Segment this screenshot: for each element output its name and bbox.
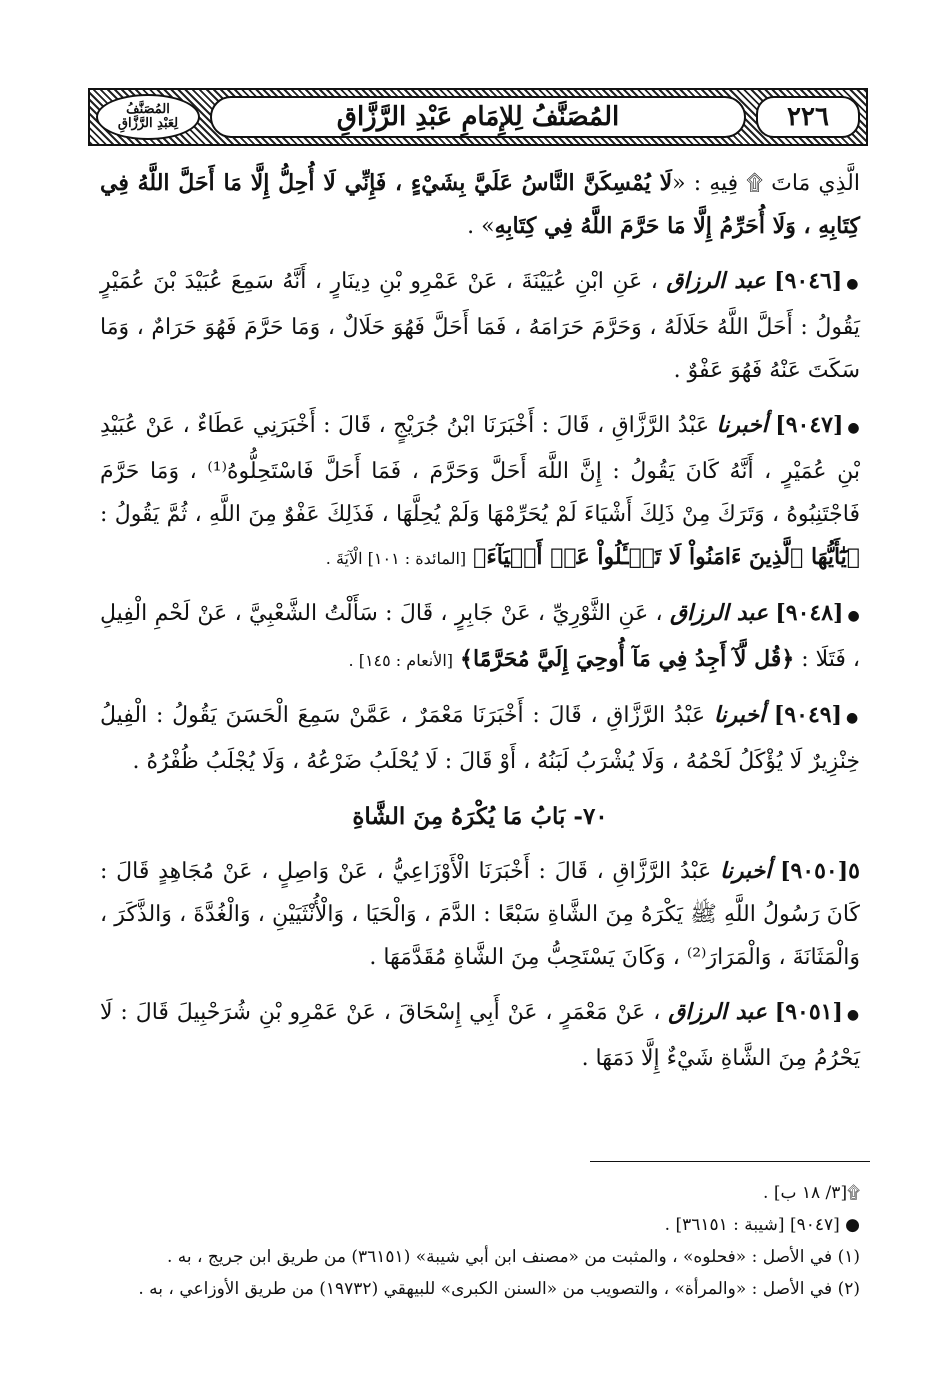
hadith-9047: ●[٩٠٤٧] أخبرنا عَبْدُ الرَّزَّاقِ ، قَالَ : أَخْبَرَنَا ابْنُ جُرَيْجٍ ، قَالَ : أَخْبَرَنِي عَطَاءٌ ، عَنْ عُبَيْدِ بْنِ عُمَيْرٍ ، أَنَّهُ كَانَ يَقُولُ : إِنَّ اللَّهَ أَحَلَّ وَحَرَّمَ ، فَمَا أَحَلَّ فَاسْتَحِلُّوهُ⁽¹⁾ ، وَمَا حَرَّمَ فَاجْتَنِبُوهُ ، وَتَرَكَ مِنْ ذَلِكَ أَشْيَاءَ لَمْ يُحَرِّمْهَا وَلَمْ يُحِلَّهَا ، فَذَلِكَ عَفْوٌ مِنَ اللَّهِ ، ثُمَّ يَقُولُ : ﴿يَٰٓأَيُّهَا ٱلَّذِينَ ءَامَنُواْ لَا تَسۡـَٔلُواْ عَنۡ أَشۡيَآءَ﴾ [المائدة : ١٠١] الْآيَةَ . — [100, 412, 861, 570]
footnote-1: (١) في الأصل : «فحلوه» ، والمثبت من «مصنف ابن أبي شيبة» (٣٦١٥١) من طريق ابن جريج ، به . — [166, 1247, 860, 1267]
page-number: ٢٢٦ — [756, 96, 860, 138]
book-logo — [96, 94, 200, 140]
bullet-icon: ● — [846, 276, 861, 292]
hadith-9051: ●[٩٠٥١] عبد الرزاق ، عَنْ مَعْمَرٍ ، عَنْ أَبِي إِسْحَاقَ ، عَنْ عَمْرِو بْنِ شُرَحْبِيلَ قَالَ : لَا يَحْرُمُ مِنَ الشَّاةِ شَيْءٌ إِلَّا دَمَهَا . — [100, 999, 860, 1071]
logo-line-1: المُصَنَّفُ — [126, 101, 170, 117]
book-title: المُصَنَّفُ لِلإِمَامِ عَبْدِ الرَّزَّاقِ — [210, 96, 746, 138]
footnote-page-ref: ۩[٣/ ١٨ ب] . — [763, 1183, 860, 1203]
footnote-2: (٢) في الأصل : «والمرأة» ، والتصويب من «السنن الكبرى» للبيهقي (١٩٧٣٢) من طريق الأوزاعي ، به . — [138, 1279, 860, 1299]
main-text — [100, 162, 860, 1092]
hadith-9049: ●[٩٠٤٩] أخبرنا عَبْدُ الرَّزَّاقِ ، قَالَ : أَخْبَرَنَا مَعْمَرٌ ، عَمَّنْ سَمِعَ الْحَسَنَ يَقُولُ : الْفِيلُ خِنْزِيرٌ لَا يُؤْكَلُ لَحْمُهُ ، وَلَا يُشْرَبُ لَبَنُهُ ، أَوْ قَالَ : لَا يُحْلَبُ ضَرْعُهُ ، وَلَا يُجْلَبُ ظُفْرُهُ . — [100, 702, 860, 774]
hadith-9048: ●[٩٠٤٨] عبد الرزاق ، عَنِ الثَّوْرِيِّ ، عَنْ جَابِرٍ ، قَالَ : سَأَلْتُ الشَّعْبِيَّ ، عَنْ لَحْمِ الْفِيلِ ، فَتَلَا : ﴿قُل لَّآ أَجِدُ فِي مَآ أُوحِيَ إِلَيَّ مُحَرَّمًا﴾ [الأنعام : ١٤٥] . — [100, 600, 860, 672]
bullet-icon: ● — [846, 710, 860, 726]
footnote-source: ● [٩٠٤٧] [شيبة : ٣٦١٥١] . — [664, 1215, 860, 1235]
bullet-icon: ● — [847, 420, 861, 436]
chapter-heading: ٧٠- بَابُ مَا يُكْرَهُ مِنَ الشَّاةِ — [352, 803, 608, 830]
page-header — [88, 88, 868, 146]
bullet-icon: ● — [846, 1007, 860, 1023]
footnote-divider — [590, 1161, 870, 1162]
hadith-9050: ٥[٩٠٥٠] أخبرنا عَبْدُ الرَّزَّاقِ ، قَالَ : أَخْبَرَنَا الْأَوْزَاعِيُّ ، عَنْ وَاصِلٍ ، عَنْ مُجَاهِدٍ قَالَ : كَانَ رَسُولُ اللَّهِ ﷺ يَكْرَهُ مِنَ الشَّاةِ سَبْعًا : الدَّمَ ، وَالْحَيَا ، وَالْأُنْثَيَيْنِ ، وَالْغُدَّةَ ، وَالذَّكَرَ ، وَالْمَثَانَةَ ، وَالْمَرَارَ⁽²⁾ ، وَكَانَ يَسْتَحِبُّ مِنَ الشَّاةِ مُقَدَّمَهَا . — [100, 858, 860, 970]
hadith-9046: ●[٩٠٤٦] عبد الرزاق ، عَنِ ابْنِ عُيَيْنَةَ ، عَنْ عَمْرِو بْنِ دِينَارٍ ، أَنَّهُ سَمِعَ عُبَيْدَ بْنَ عُمَيْرٍ يَقُولُ : أَحَلَّ اللَّهُ حَلَالَهُ ، وَحَرَّمَ حَرَامَهُ ، فَمَا أَحَلَّ فَهُوَ حَلَالٌ ، وَمَا حَرَّمَ فَهُوَ حَرَامٌ ، وَمَا سَكَتَ عَنْهُ فَهُوَ عَفْوٌ . — [100, 268, 861, 383]
logo-line-2: لِعَبْدِ الرَّزَّاقِ — [117, 116, 179, 131]
footnotes — [100, 1177, 860, 1305]
bullet-icon: ● — [847, 608, 860, 624]
paragraph-continuation: الَّذِي مَاتَ ۩ فِيهِ : «لَا يُمْسِكَنَّ النَّاسُ عَلَيَّ بِشَيْءٍ ، فَإِنِّي لَا أُحِلُّ إِلَّا مَا أَحَلَّ اللَّهُ فِي كِتَابِهِ ، وَلَا أُحَرِّمُ إِلَّا مَا حَرَّمَ اللَّهُ فِي كِتَابِهِ» . — [100, 170, 861, 239]
